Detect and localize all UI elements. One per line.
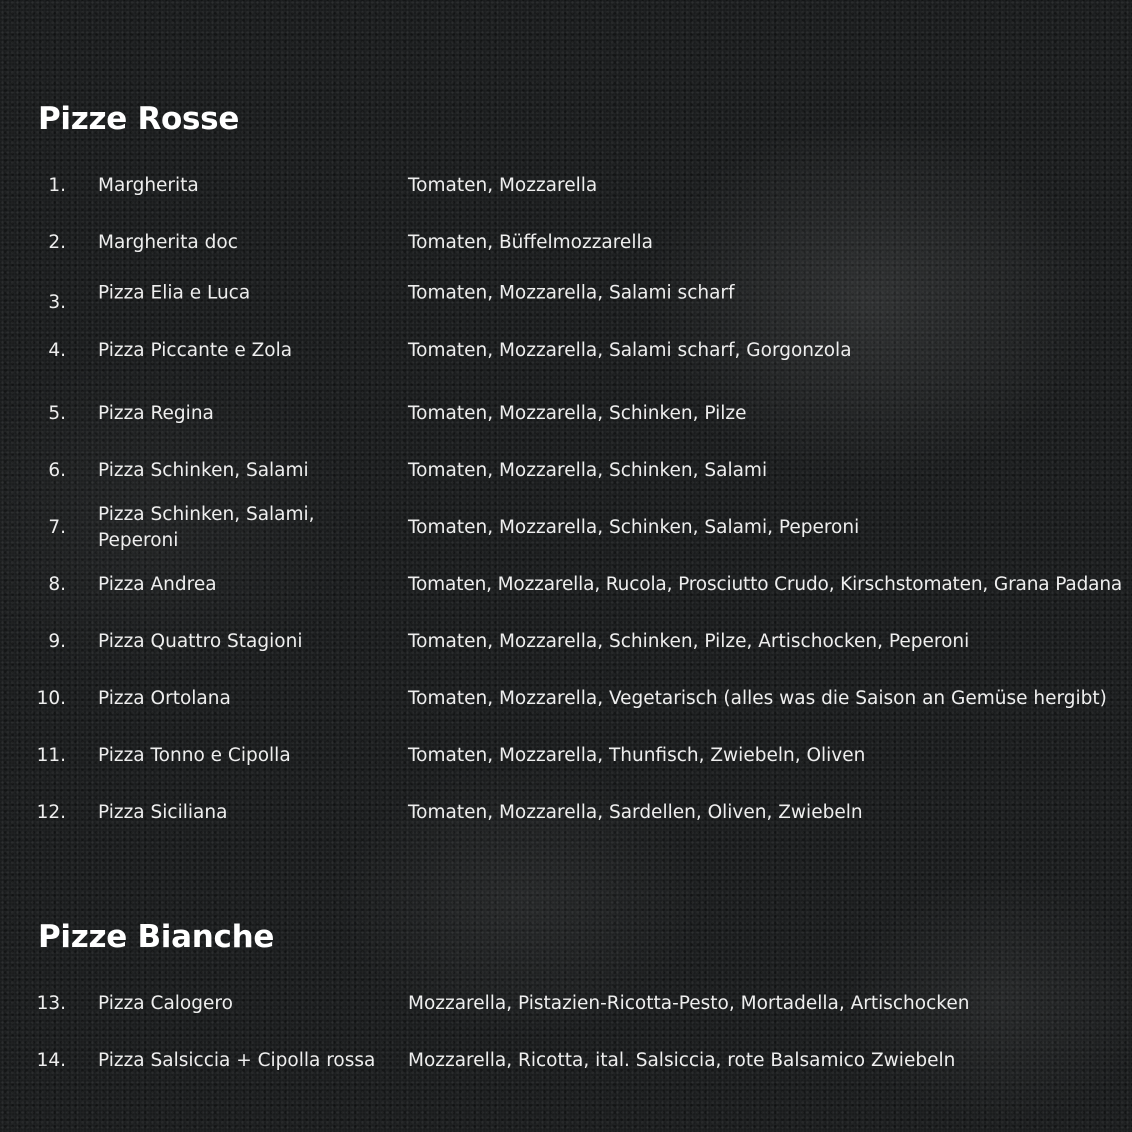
item-description: Tomaten, Mozzarella, Rucola, Prosciutto Crudo, Kirschstomaten, Grana Padana: [408, 574, 1123, 595]
item-description: Mozzarella, Pistazien-Ricotta-Pesto, Mortadella, Artischocken: [408, 993, 970, 1014]
item-name: Pizza Siciliana: [98, 802, 228, 823]
menu-item: [0, 500, 1132, 556]
item-description: Tomaten, Büffelmozzarella: [408, 232, 653, 253]
item-name: Pizza Schinken, Salami: [98, 460, 309, 481]
menu-item: [0, 785, 1132, 841]
item-name: Pizza Schinken, Salami, Peperoni: [98, 504, 315, 551]
item-description: Tomaten, Mozzarella, Salami scharf: [408, 282, 735, 304]
item-name: Pizza Tonno e Cipolla: [98, 745, 291, 766]
section-title-pizze-rosse: Pizze Rosse: [38, 101, 240, 137]
item-number: 13.: [36, 993, 66, 1014]
item-description: Tomaten, Mozzarella, Sardellen, Oliven, Zwiebeln: [408, 802, 863, 823]
item-name: Pizza Andrea: [98, 574, 217, 595]
menu-item: [0, 614, 1132, 670]
item-number: 6.: [48, 460, 66, 481]
item-number: 2.: [48, 232, 66, 253]
item-description: Tomaten, Mozzarella, Schinken, Pilze: [408, 403, 747, 424]
item-name: Margherita: [98, 175, 199, 196]
item-name: Pizza Salsiccia + Cipolla rossa: [98, 1050, 376, 1071]
item-number: 11.: [36, 745, 66, 766]
item-number: 9.: [48, 631, 66, 652]
menu-item: [0, 158, 1132, 214]
menu-item: [0, 976, 1132, 1032]
item-number: 8.: [48, 574, 66, 595]
item-name: Pizza Regina: [98, 403, 214, 424]
item-number: 3.: [48, 292, 66, 314]
item-description: Tomaten, Mozzarella, Salami scharf, Gorgonzola: [408, 340, 852, 361]
item-number: 5.: [48, 403, 66, 424]
item-description: Tomaten, Mozzarella, Thunfisch, Zwiebeln, Oliven: [408, 745, 866, 766]
menu-item: [0, 323, 1132, 379]
item-name: Pizza Piccante e Zola: [98, 340, 293, 361]
section-title-pizze-bianche: Pizze Bianche: [38, 919, 275, 955]
item-number: 12.: [36, 802, 66, 823]
menu-item: [0, 443, 1132, 499]
item-name: Pizza Ortolana: [98, 688, 231, 709]
menu-item: [0, 215, 1132, 271]
item-number: 4.: [48, 340, 66, 361]
menu-item: [0, 728, 1132, 784]
item-number: 7.: [48, 517, 66, 538]
item-number: 10.: [36, 688, 66, 709]
item-name: Margherita doc: [98, 232, 238, 253]
menu-item: [0, 270, 1132, 326]
menu-item: [0, 1033, 1132, 1089]
item-name: Pizza Elia e Luca: [98, 282, 251, 304]
item-description: Tomaten, Mozzarella, Vegetarisch (alles was die Saison an Gemüse hergibt): [408, 688, 1107, 709]
menu-item: [0, 386, 1132, 442]
item-description: Mozzarella, Ricotta, ital. Salsiccia, rote Balsamico Zwiebeln: [408, 1050, 956, 1071]
item-description: Tomaten, Mozzarella: [408, 175, 598, 196]
item-number: 1.: [48, 175, 66, 196]
item-number: 14.: [36, 1050, 66, 1071]
item-description: Tomaten, Mozzarella, Schinken, Salami: [408, 460, 768, 481]
item-description: Tomaten, Mozzarella, Schinken, Salami, Peperoni: [408, 517, 860, 538]
menu-item: [0, 557, 1132, 613]
item-description: Tomaten, Mozzarella, Schinken, Pilze, Artischocken, Peperoni: [408, 631, 970, 652]
item-name: Pizza Calogero: [98, 993, 233, 1014]
menu-item: [0, 671, 1132, 727]
item-name: Pizza Quattro Stagioni: [98, 631, 303, 652]
